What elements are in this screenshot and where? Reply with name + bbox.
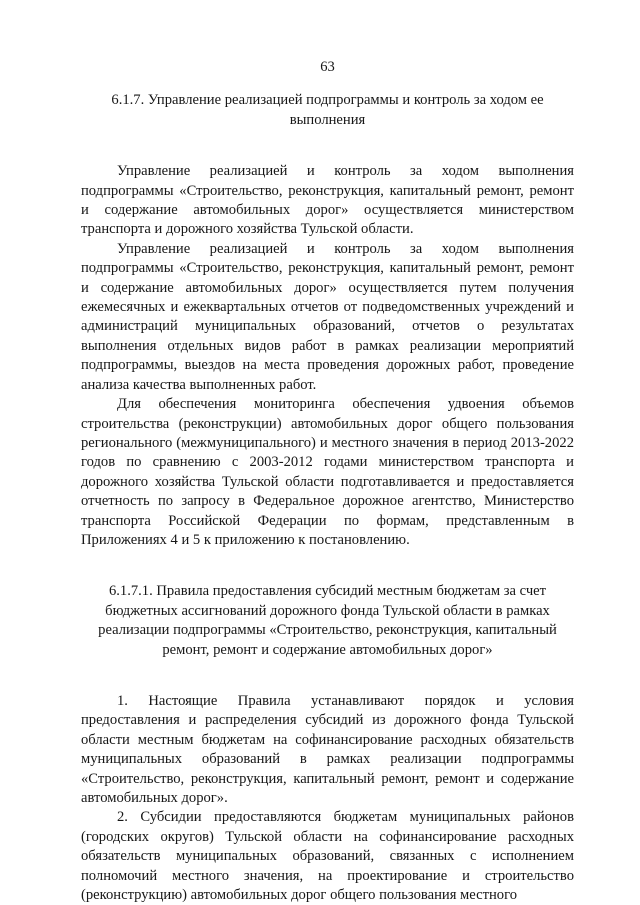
paragraph: Управление реализацией и контроль за ходом выполнения подпрограммы «Строительство, реконструкция, капитальный ремонт, ремонт и содержание автомобильных дорог» осуществляется путем получения ежемесячных и ежеквартальных отчетов от подведомственных учреждений и администраций муниципальных образований, отчетов о результатах выполнения отдельных видов работ в рамках реализации мероприятий подпрограммы, выездов на места проведения дорожных работ, проведение анализа качества выполненных работ. (81, 240, 574, 393)
section-heading-6-1-7: 6.1.7. Управление реализацией подпрограммы и контроль за ходом ее выполнения (111, 92, 544, 128)
paragraph: 1. Настоящие Правила устанавливают порядок и условия предоставления и распределения субсидий из дорожного фонда Тульской области местным бюджетам на софинансирование расходных обязательств муниципальных образований в рамках реализации подпрограммы «Строительство, реконструкция, капитальный ремонт, ремонт и содержание автомобильных дорог». (81, 692, 574, 806)
paragraph: 2. Субсидии предоставляются бюджетам муниципальных районов (городских округов) Тульской области на софинансирование расходных обязательств муниципальных образований, связанных с исполнением полномочий местного значения, на проектирование и строительство (реконструкцию) автомобильных дорог общего пользования местного (81, 809, 574, 904)
section-spacer (81, 550, 574, 582)
page-number: 63 (320, 59, 335, 75)
paragraph: Для обеспечения мониторинга обеспечения удвоения объемов строительства (реконструкции) автомобильных дорог общего пользования регионального (межмуниципального) и местного значения в период 2013-2022 годов по сравнению с 2003-2012 годами министерством транспорта и дорожного хозяйства Тульской области подготавливается и предоставляется отчетность по запросу в Федеральное дорожное агентство, Министерство транспорта Российской Федерации по формам, представленным в Приложениях 4 и 5 к приложению к постановлению. (81, 396, 574, 548)
paragraph: Управление реализацией и контроль за ходом выполнения подпрограммы «Строительство, реконструкция, капитальный ремонт, ремонт и содержание автомобильных дорог» осуществляется министерством транспорта и дорожного хозяйства Тульской области. (81, 163, 574, 238)
section-heading-6-1-7-1: 6.1.7.1. Правила предоставления субсидий местным бюджетам за счет бюджетных ассигнований дорожного фонда Тульской области в рамках реализации подпрограммы «Строительство, реконструкция, капитальный ремонт, ремонт и содержание автомобильных дорог» (98, 583, 557, 658)
